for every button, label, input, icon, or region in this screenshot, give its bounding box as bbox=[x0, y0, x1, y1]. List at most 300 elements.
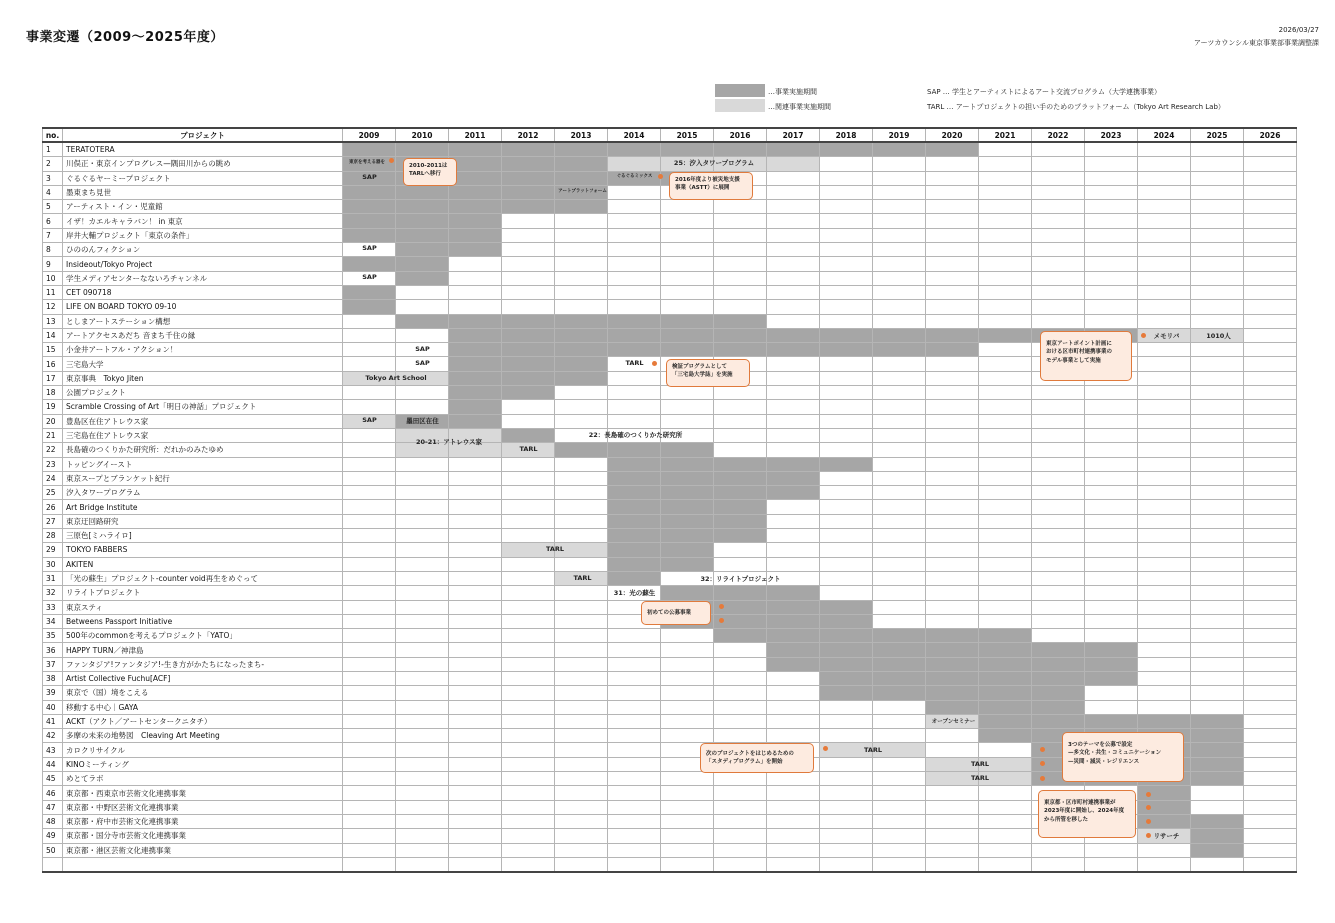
year-cell bbox=[1138, 657, 1191, 671]
year-cell bbox=[1244, 600, 1297, 614]
project-name: 東京で（国）境をこえる bbox=[63, 686, 343, 700]
year-cell bbox=[502, 300, 555, 314]
year-cell bbox=[767, 543, 820, 557]
note-miyake: 検証プログラムとして 「三宅島大学誌」を実施 bbox=[666, 359, 750, 387]
year-cell bbox=[396, 786, 449, 800]
year-cell bbox=[1191, 271, 1244, 285]
research-label: リサーチ bbox=[1153, 832, 1180, 840]
year-cell bbox=[555, 314, 608, 328]
year-cell bbox=[502, 328, 555, 342]
year-cell bbox=[1138, 171, 1191, 185]
year-cell bbox=[1191, 185, 1244, 199]
year-cell bbox=[1032, 271, 1085, 285]
year-cell bbox=[926, 142, 979, 157]
year-cell bbox=[555, 486, 608, 500]
year-cell bbox=[926, 271, 979, 285]
year-cell bbox=[449, 829, 502, 843]
year-cell bbox=[1191, 543, 1244, 557]
memoriba-label: メモリバ bbox=[1153, 332, 1180, 340]
year-cell bbox=[555, 514, 608, 528]
year-cell bbox=[449, 557, 502, 571]
year-cell bbox=[502, 700, 555, 714]
project-name: 移動する中心｜GAYA bbox=[63, 700, 343, 714]
year-cell bbox=[396, 285, 449, 299]
year-cell bbox=[449, 714, 502, 728]
year-cell bbox=[1085, 843, 1138, 857]
year-cell bbox=[979, 271, 1032, 285]
year-cell bbox=[1032, 142, 1085, 157]
project-name: リライトプロジェクト bbox=[63, 586, 343, 600]
year-cell bbox=[1244, 400, 1297, 414]
year-cell bbox=[396, 271, 449, 285]
year-cell bbox=[820, 457, 873, 471]
year-cell bbox=[502, 657, 555, 671]
year-cell bbox=[767, 443, 820, 457]
year-cell bbox=[396, 743, 449, 757]
year-cell bbox=[767, 600, 820, 614]
year-cell bbox=[396, 142, 449, 157]
year-cell bbox=[661, 486, 714, 500]
project-name: 東京都・西東京市芸術文化連携事業 bbox=[63, 786, 343, 800]
year-cell bbox=[1085, 314, 1138, 328]
project-name: ひののんフィクション bbox=[63, 243, 343, 257]
year-cell bbox=[555, 772, 608, 786]
year-cell bbox=[502, 772, 555, 786]
year-cell bbox=[661, 700, 714, 714]
row-number: 5 bbox=[43, 200, 63, 214]
project-name: アートアクセスあだち 音まち千住の縁 bbox=[63, 328, 343, 342]
year-cell bbox=[1244, 271, 1297, 285]
year-cell bbox=[767, 671, 820, 685]
year-cell bbox=[820, 343, 873, 357]
row-number: 50 bbox=[43, 843, 63, 857]
year-cell bbox=[449, 743, 502, 757]
year-cell bbox=[449, 357, 502, 371]
year-cell bbox=[608, 543, 661, 557]
year-cell bbox=[767, 829, 820, 843]
year-cell bbox=[1032, 671, 1085, 685]
hikari-label: 31：光の蘇生 bbox=[613, 589, 656, 597]
year-cell bbox=[873, 514, 926, 528]
year-cell bbox=[1085, 300, 1138, 314]
table-row bbox=[43, 271, 1297, 285]
year-cell bbox=[1244, 686, 1297, 700]
year-cell bbox=[343, 428, 396, 442]
year-cell bbox=[1085, 586, 1138, 600]
year-cell bbox=[1244, 671, 1297, 685]
year-cell bbox=[926, 671, 979, 685]
year-cell bbox=[343, 814, 396, 828]
year-cell bbox=[555, 729, 608, 743]
year-cell bbox=[449, 586, 502, 600]
year-cell bbox=[1085, 157, 1138, 171]
row-number: 26 bbox=[43, 500, 63, 514]
year-cell bbox=[502, 314, 555, 328]
year-cell bbox=[661, 629, 714, 643]
row-number: 14 bbox=[43, 328, 63, 342]
year-cell bbox=[820, 772, 873, 786]
year-cell bbox=[1244, 357, 1297, 371]
year-cell bbox=[873, 686, 926, 700]
year-cell bbox=[1032, 557, 1085, 571]
project-name: 三宅島在住アトレウス家 bbox=[63, 428, 343, 442]
year-cell bbox=[979, 243, 1032, 257]
year-cell bbox=[343, 457, 396, 471]
year-cell bbox=[1085, 700, 1138, 714]
year-cell bbox=[396, 557, 449, 571]
year-cell bbox=[608, 343, 661, 357]
year-cell bbox=[343, 228, 396, 242]
year-cell bbox=[926, 200, 979, 214]
year-cell bbox=[979, 300, 1032, 314]
year-cell bbox=[767, 400, 820, 414]
year-cell bbox=[926, 629, 979, 643]
year-cell bbox=[661, 529, 714, 543]
empty-cell bbox=[661, 857, 714, 872]
year-cell bbox=[343, 142, 396, 157]
year-cell bbox=[873, 185, 926, 199]
year-cell bbox=[343, 386, 396, 400]
year-cell bbox=[767, 729, 820, 743]
year-cell bbox=[1191, 157, 1244, 171]
year-cell bbox=[767, 314, 820, 328]
year-cell bbox=[820, 471, 873, 485]
year-cell bbox=[1244, 185, 1297, 199]
year-cell bbox=[396, 571, 449, 585]
year-cell bbox=[979, 257, 1032, 271]
project-name: アーティスト・イン・児童館 bbox=[63, 200, 343, 214]
year-cell bbox=[1244, 643, 1297, 657]
empty-cell bbox=[1085, 857, 1138, 872]
year-cell bbox=[767, 800, 820, 814]
row-number: 20 bbox=[43, 414, 63, 428]
year-cell bbox=[979, 814, 1032, 828]
year-cell bbox=[820, 514, 873, 528]
project-name: 豊島区在住アトレウス家 bbox=[63, 414, 343, 428]
year-cell bbox=[1191, 243, 1244, 257]
year-cell bbox=[767, 285, 820, 299]
year-cell bbox=[767, 629, 820, 643]
year-cell bbox=[1138, 843, 1191, 857]
year-cell bbox=[343, 657, 396, 671]
year-cell bbox=[555, 643, 608, 657]
page-title: 事業変遷（2009〜2025年度） bbox=[26, 30, 224, 45]
year-cell bbox=[343, 571, 396, 585]
year-cell bbox=[1085, 557, 1138, 571]
year-cell bbox=[343, 643, 396, 657]
year-cell bbox=[1138, 700, 1191, 714]
year-cell bbox=[661, 314, 714, 328]
year-cell bbox=[608, 185, 661, 199]
year-cell bbox=[873, 271, 926, 285]
year-cell bbox=[1244, 157, 1297, 171]
year-cell bbox=[502, 157, 555, 171]
year-cell bbox=[555, 328, 608, 342]
year-cell bbox=[1085, 428, 1138, 442]
year-cell bbox=[1244, 300, 1297, 314]
year-cell bbox=[767, 529, 820, 543]
year-cell bbox=[343, 629, 396, 643]
year-cell bbox=[926, 414, 979, 428]
year-cell bbox=[767, 614, 820, 628]
year-cell bbox=[555, 686, 608, 700]
year-cell bbox=[502, 486, 555, 500]
row-number: 3 bbox=[43, 171, 63, 185]
year-cell bbox=[555, 529, 608, 543]
year-cell bbox=[926, 500, 979, 514]
table-row bbox=[43, 557, 1297, 571]
year-cell bbox=[873, 786, 926, 800]
year-cell bbox=[343, 400, 396, 414]
year-cell bbox=[1085, 171, 1138, 185]
year-cell bbox=[820, 200, 873, 214]
year-cell bbox=[820, 257, 873, 271]
year-cell bbox=[1191, 386, 1244, 400]
year-cell bbox=[714, 471, 767, 485]
year-cell bbox=[979, 214, 1032, 228]
year-cell bbox=[396, 514, 449, 528]
project-name: ファンタジア!ファンタジア!-生き方がかたちになったまち- bbox=[63, 657, 343, 671]
year-cell bbox=[926, 829, 979, 843]
year-cell bbox=[926, 471, 979, 485]
year-cell bbox=[661, 657, 714, 671]
year-cell bbox=[1032, 543, 1085, 557]
year-cell bbox=[502, 414, 555, 428]
year-cell bbox=[608, 314, 661, 328]
year-cell bbox=[873, 443, 926, 457]
year-cell bbox=[714, 657, 767, 671]
year-header: 2020 bbox=[926, 128, 979, 142]
year-cell bbox=[343, 328, 396, 342]
year-cell bbox=[714, 300, 767, 314]
project-name: としまアートステーション構想 bbox=[63, 314, 343, 328]
year-cell bbox=[608, 686, 661, 700]
year-cell bbox=[714, 343, 767, 357]
legend-related-label: …関連事業実施期間 bbox=[768, 103, 831, 111]
year-cell bbox=[608, 700, 661, 714]
year-cell bbox=[979, 228, 1032, 242]
year-cell bbox=[767, 786, 820, 800]
year-cell bbox=[820, 643, 873, 657]
year-cell bbox=[1244, 443, 1297, 457]
year-cell bbox=[449, 514, 502, 528]
year-cell bbox=[502, 629, 555, 643]
year-cell bbox=[396, 772, 449, 786]
row-number: 6 bbox=[43, 214, 63, 228]
tarl-label: TARL bbox=[573, 574, 592, 582]
year-cell bbox=[1138, 414, 1191, 428]
sap-label: SAP bbox=[362, 416, 377, 424]
year-cell bbox=[555, 285, 608, 299]
year-cell bbox=[873, 486, 926, 500]
project-name: 学生メディアセンターなないろチャンネル bbox=[63, 271, 343, 285]
year-cell bbox=[979, 800, 1032, 814]
callout-dot bbox=[1040, 776, 1045, 781]
year-cell bbox=[873, 228, 926, 242]
year-cell bbox=[661, 443, 714, 457]
year-cell bbox=[1244, 414, 1297, 428]
year-cell bbox=[979, 414, 1032, 428]
year-cell bbox=[1138, 371, 1191, 385]
year-cell bbox=[396, 800, 449, 814]
year-cell bbox=[767, 142, 820, 157]
year-cell bbox=[926, 228, 979, 242]
year-cell bbox=[873, 657, 926, 671]
year-cell bbox=[661, 200, 714, 214]
year-cell bbox=[926, 729, 979, 743]
year-cell bbox=[1085, 200, 1138, 214]
year-cell bbox=[555, 814, 608, 828]
year-cell bbox=[396, 814, 449, 828]
year-cell bbox=[1032, 643, 1085, 657]
year-cell bbox=[608, 514, 661, 528]
year-cell bbox=[979, 486, 1032, 500]
year-cell bbox=[820, 486, 873, 500]
year-cell bbox=[1085, 400, 1138, 414]
year-cell bbox=[1138, 457, 1191, 471]
year-cell bbox=[1138, 257, 1191, 271]
year-cell bbox=[1244, 757, 1297, 771]
callout-dot bbox=[1040, 761, 1045, 766]
year-cell bbox=[608, 414, 661, 428]
year-cell bbox=[714, 557, 767, 571]
year-cell bbox=[343, 700, 396, 714]
year-cell bbox=[1191, 471, 1244, 485]
year-cell bbox=[343, 500, 396, 514]
year-cell bbox=[767, 271, 820, 285]
year-cell bbox=[449, 571, 502, 585]
year-cell bbox=[502, 357, 555, 371]
table-row bbox=[43, 543, 1297, 557]
row-number: 46 bbox=[43, 786, 63, 800]
year-cell bbox=[343, 757, 396, 771]
year-cell bbox=[449, 729, 502, 743]
table-row bbox=[43, 300, 1297, 314]
year-cell bbox=[979, 185, 1032, 199]
row-number: 12 bbox=[43, 300, 63, 314]
year-cell bbox=[926, 614, 979, 628]
table-row bbox=[43, 700, 1297, 714]
year-cell bbox=[1191, 714, 1244, 728]
year-cell bbox=[555, 700, 608, 714]
sap-label: SAP bbox=[362, 173, 377, 181]
year-cell bbox=[926, 657, 979, 671]
year-cell bbox=[661, 471, 714, 485]
year-cell bbox=[343, 614, 396, 628]
year-cell bbox=[1244, 714, 1297, 728]
year-cell bbox=[1138, 714, 1191, 728]
year-cell bbox=[873, 757, 926, 771]
artplatform-label: アートプラットフォーム bbox=[558, 189, 607, 194]
year-cell bbox=[873, 386, 926, 400]
table-row bbox=[43, 514, 1297, 528]
nagashima-label: 22：長島確のつくりかた研究所 bbox=[588, 431, 683, 439]
year-cell bbox=[555, 843, 608, 857]
year-cell bbox=[873, 714, 926, 728]
year-cell bbox=[1244, 614, 1297, 628]
row-number: 36 bbox=[43, 643, 63, 657]
year-cell bbox=[1244, 171, 1297, 185]
year-cell bbox=[555, 829, 608, 843]
year-header: 2011 bbox=[449, 128, 502, 142]
year-cell bbox=[555, 757, 608, 771]
year-cell bbox=[979, 443, 1032, 457]
year-cell bbox=[502, 600, 555, 614]
year-cell bbox=[1138, 271, 1191, 285]
year-cell bbox=[767, 185, 820, 199]
document-date: 2026/03/27 bbox=[1278, 26, 1319, 34]
year-cell bbox=[343, 543, 396, 557]
year-cell bbox=[1138, 443, 1191, 457]
year-cell bbox=[1244, 543, 1297, 557]
year-cell bbox=[1085, 571, 1138, 585]
callout-dot bbox=[1141, 333, 1146, 338]
empty-cell bbox=[820, 857, 873, 872]
year-cell bbox=[714, 314, 767, 328]
year-cell bbox=[1032, 257, 1085, 271]
year-cell bbox=[396, 657, 449, 671]
table-row bbox=[43, 586, 1297, 600]
year-cell bbox=[1032, 200, 1085, 214]
year-cell bbox=[396, 714, 449, 728]
year-cell bbox=[1085, 486, 1138, 500]
year-cell bbox=[396, 529, 449, 543]
year-cell bbox=[1244, 314, 1297, 328]
year-cell bbox=[926, 300, 979, 314]
callout-dot bbox=[719, 618, 724, 623]
year-cell bbox=[1085, 629, 1138, 643]
year-cell bbox=[502, 643, 555, 657]
year-cell bbox=[1085, 500, 1138, 514]
year-cell bbox=[502, 243, 555, 257]
project-name: イザ！カエルキャラバン！ in 東京 bbox=[63, 214, 343, 228]
document-org: アーツカウンシル東京事業部事業調整課 bbox=[1193, 39, 1319, 47]
year-cell bbox=[502, 171, 555, 185]
year-cell bbox=[926, 743, 979, 757]
year-cell bbox=[502, 386, 555, 400]
note-first-open-call: 初めての公募事業 bbox=[641, 601, 711, 625]
year-cell bbox=[343, 214, 396, 228]
year-cell bbox=[767, 557, 820, 571]
year-cell bbox=[608, 786, 661, 800]
project-name: 公園プロジェクト bbox=[63, 386, 343, 400]
year-cell bbox=[926, 171, 979, 185]
empty-cell bbox=[343, 857, 396, 872]
row-number: 43 bbox=[43, 743, 63, 757]
year-cell bbox=[1138, 214, 1191, 228]
year-cell bbox=[820, 657, 873, 671]
year-cell bbox=[1032, 243, 1085, 257]
year-cell bbox=[979, 614, 1032, 628]
callout-dot bbox=[1146, 805, 1151, 810]
empty-cell bbox=[926, 857, 979, 872]
year-cell bbox=[449, 471, 502, 485]
year-cell bbox=[926, 243, 979, 257]
year-cell bbox=[1032, 386, 1085, 400]
year-cell bbox=[661, 271, 714, 285]
year-cell bbox=[873, 243, 926, 257]
year-cell bbox=[1138, 486, 1191, 500]
year-cell bbox=[1191, 629, 1244, 643]
callout-dot bbox=[719, 604, 724, 609]
empty-cell bbox=[1138, 857, 1191, 872]
year-cell bbox=[767, 414, 820, 428]
year-cell bbox=[555, 614, 608, 628]
year-cell bbox=[714, 328, 767, 342]
year-cell bbox=[926, 529, 979, 543]
year-cell bbox=[608, 142, 661, 157]
year-cell bbox=[502, 185, 555, 199]
